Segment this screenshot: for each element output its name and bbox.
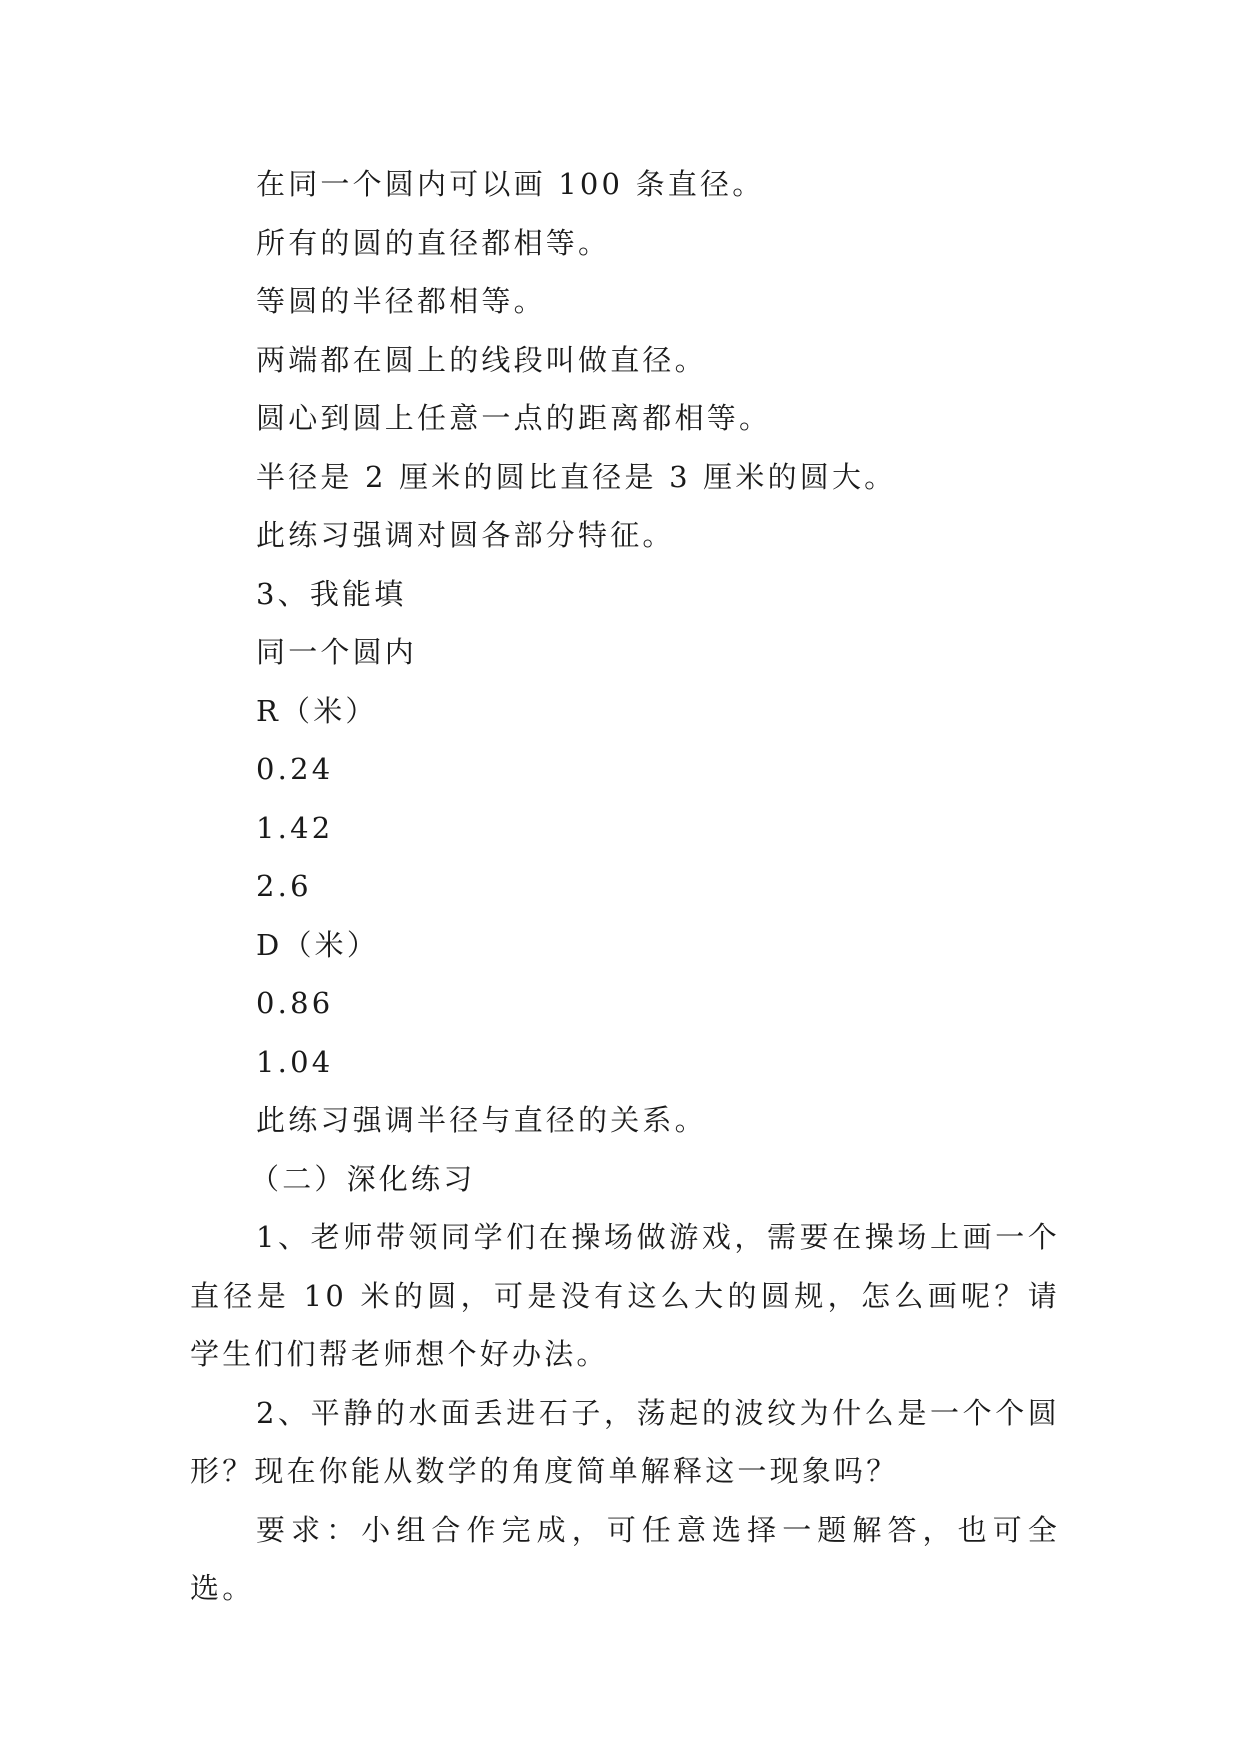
statement-line: 所有的圆的直径都相等。 xyxy=(256,225,611,260)
table-value: 1.04 xyxy=(256,1044,334,1079)
table-value: 0.24 xyxy=(256,752,334,786)
note-line: 此练习强调对圆各部分特征。 xyxy=(256,518,675,552)
exercise-heading: 3、我能填 xyxy=(256,576,407,611)
table-value: 0.86 xyxy=(256,986,334,1020)
exercise-paragraph: 1、老师带领同学们在操场做游戏，需要在操场上画一个直径是 10 米的圆，可是没有这么大的圆规，怎么画呢？请学生们们帮老师想个好办法。 xyxy=(190,1220,1060,1371)
table-label-radius: R（米） xyxy=(256,693,378,728)
note-line: 此练习强调半径与直径的关系。 xyxy=(256,1103,707,1137)
statement-line: 半径是 2 厘米的圆比直径是 3 厘米的圆大。 xyxy=(256,459,897,494)
document-body xyxy=(190,155,1060,1618)
section-heading: （二）深化练习 xyxy=(250,1161,476,1196)
statement-line: 在同一个圆内可以画 100 条直径。 xyxy=(256,167,765,201)
statement-line: 等圆的半径都相等。 xyxy=(256,284,546,318)
exercise-paragraph: 2、平静的水面丢进石子，荡起的波纹为什么是一个个圆形？现在你能从数学的角度简单解释这一现象吗？ xyxy=(190,1395,1060,1488)
requirement-paragraph: 要求：小组合作完成，可任意选择一题解答，也可全选。 xyxy=(190,1512,1060,1605)
table-value: 1.42 xyxy=(256,810,334,845)
statement-line: 圆心到圆上任意一点的距离都相等。 xyxy=(256,401,772,435)
table-label-diameter: D（米） xyxy=(256,927,380,962)
table-value: 2.6 xyxy=(256,869,312,903)
table-caption: 同一个圆内 xyxy=(256,635,418,669)
statement-line: 两端都在圆上的线段叫做直径。 xyxy=(256,342,707,377)
